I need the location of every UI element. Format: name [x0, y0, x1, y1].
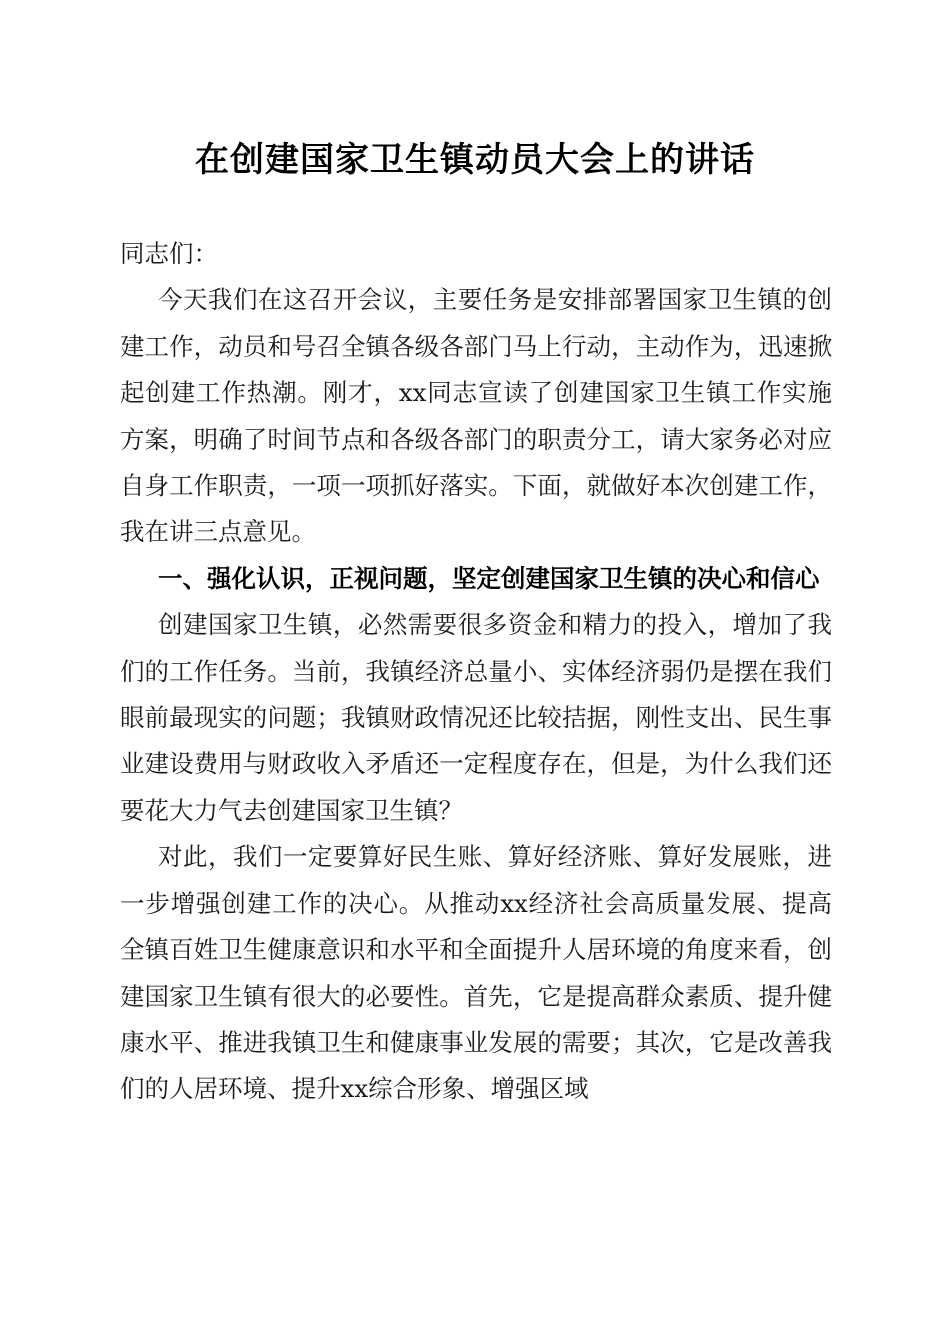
document-body	[120, 231, 832, 1113]
paragraph-intro: 今天我们在这召开会议，主要任务是安排部署国家卫生镇的创建工作，动员和号召全镇各级各部门马上行动，主动作为，迅速掀起创建工作热潮。刚才，xx同志宣读了创建国家卫生镇工作实施方案，明确了时间节点和各级各部门的职责分工，请大家务必对应自身工作职责，一项一项抓好落实。下面，就做好本次创建工作，我在讲三点意见。	[120, 285, 832, 547]
salutation: 同志们：	[120, 239, 218, 268]
paragraph-section-1: 创建国家卫生镇，必然需要很多资金和精力的投入，增加了我们的工作任务。当前，我镇经济总量小、实体经济弱仍是摆在我们眼前最现实的问题；我镇财政情况还比较拮据，刚性支出、民生事业建设费用与财政收入矛盾还一定程度存在，但是，为什么我们还要花大力气去创建国家卫生镇？	[120, 610, 832, 825]
paragraph-section-2: 对此，我们一定要算好民生账、算好经济账、算好发展账，进一步增强创建工作的决心。从推动xx经济社会高质量发展、提高全镇百姓卫生健康意识和水平和全面提升人居环境的角度来看，创建国家卫生镇有很大的必要性。首先，它是提高群众素质、提升健康水平、推进我镇卫生和健康事业发展的需要；其次，它是改善我们的人居环境、提升xx综合形象、增强区域	[120, 842, 832, 1104]
section-heading-1: 一、强化认识，正视问题，坚定创建国家卫生镇的决心和信心	[158, 563, 820, 593]
document-title: 在创建国家卫生镇动员大会上的讲话	[195, 140, 755, 180]
